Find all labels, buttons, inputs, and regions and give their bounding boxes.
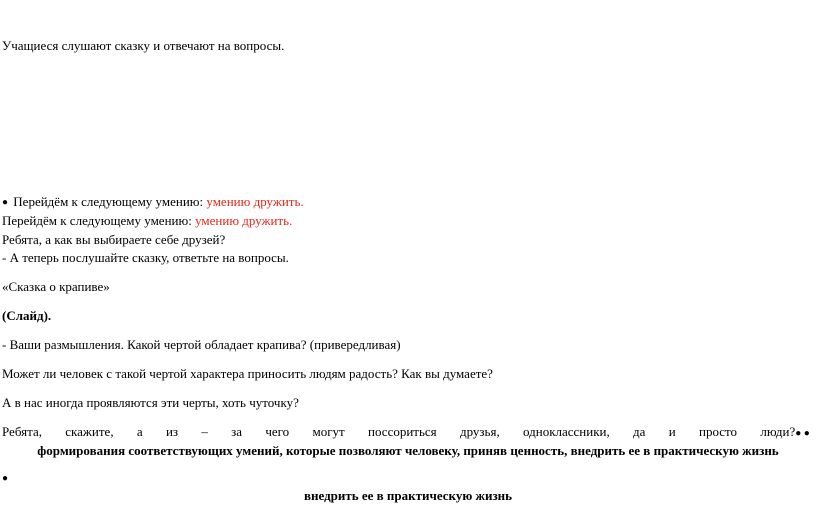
- justified-word: –: [201, 424, 208, 439]
- justified-word: из: [165, 424, 179, 439]
- transition-highlight-repeat: умению дружить.: [195, 213, 293, 228]
- bullet-icon: ● ●: [795, 428, 810, 439]
- transition-line: [2, 213, 292, 229]
- justified-word: скажите,: [65, 424, 114, 439]
- justified-word: просто: [699, 424, 738, 439]
- question-friends: Ребята, а как вы выбираете себе друзей?: [2, 232, 226, 247]
- justified-word: да: [633, 424, 646, 439]
- justified-word: поссориться: [368, 424, 437, 439]
- intro-text: Учащиеся слушают сказку и отвечают на вопросы.: [2, 38, 285, 53]
- justified-word: за: [231, 424, 243, 439]
- bullet-icon: ●: [2, 197, 9, 208]
- justified-word: чего: [265, 424, 290, 439]
- transition-highlight: умению дружить.: [206, 194, 304, 209]
- lone-bullet: [2, 470, 10, 486]
- transition-bullet-line: [2, 194, 304, 210]
- justified-question-line: [2, 424, 810, 441]
- justified-word: люди?● ●: [760, 424, 810, 439]
- question-joy: Может ли человек с такой чертой характера приносить людям радость? Как вы думаете?: [2, 366, 493, 381]
- final-line: внедрить ее в практическую жизнь: [303, 488, 513, 503]
- transition-prefix-repeat: Перейдём к следующему умению:: [2, 213, 196, 228]
- tale-title: «Сказка о крапиве»: [2, 279, 110, 294]
- question-traits: А в нас иногда проявляются эти черты, хоть чуточку?: [2, 395, 299, 410]
- listen-instruction: - А теперь послушайте сказку, ответьте на вопросы.: [2, 250, 289, 265]
- justified-word: и: [668, 424, 676, 439]
- summary-line: формирования соответствующих умений, которые позволяют человеку, приняв ценность, внедрить ее в практическую жизнь: [37, 443, 779, 458]
- justified-word: друзья,: [459, 424, 500, 439]
- justified-word: Ребята,: [2, 424, 42, 439]
- transition-prefix: Перейдём к следующему умению:: [13, 194, 207, 209]
- justified-word: одноклассники,: [523, 424, 610, 439]
- justified-word: могут: [312, 424, 345, 439]
- slide-label: (Слайд).: [2, 308, 52, 323]
- bullet-icon: ●: [2, 473, 9, 484]
- justified-word: а: [136, 424, 143, 439]
- reflection-question: - Ваши размышления. Какой чертой обладает крапива? (привередливая): [2, 337, 401, 352]
